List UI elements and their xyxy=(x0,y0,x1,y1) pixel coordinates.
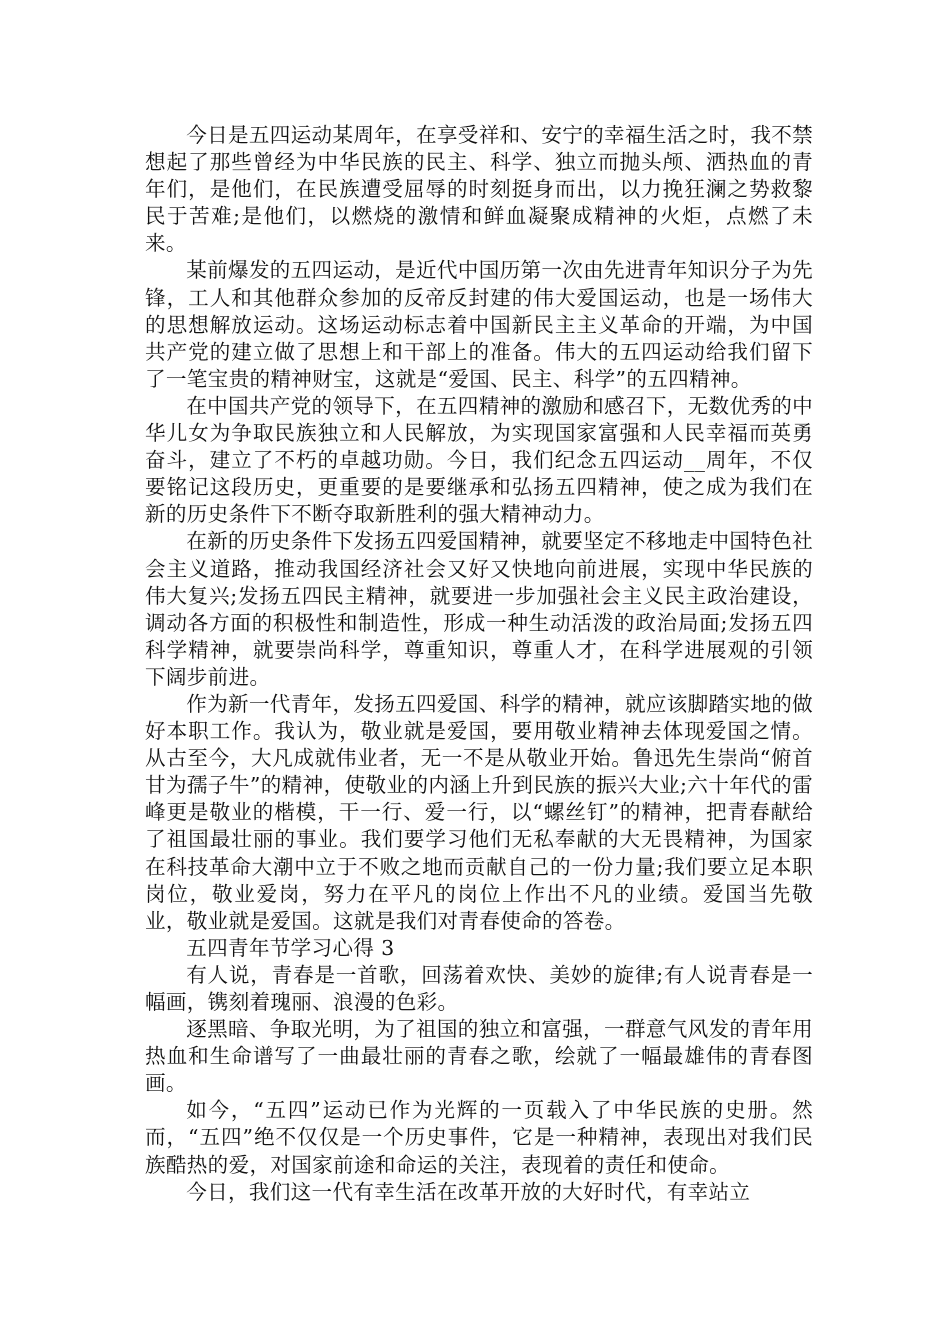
paragraph: 某前爆发的五四运动，是近代中国历第一次由先进青年知识分子为先锋，工人和其他群众参加的反帝反封建的伟大爱国运动，也是一场伟大的思想解放运动。这场运动标志着中国新民主主义革命的开端，为中国共产党的建立做了思想上和干部上的准备。伟大的五四运动给我们留下了一笔宝贵的精神财宝，这就是“爱国、民主、科学”的五四精神。 xyxy=(145,258,813,391)
paragraph: 如今，“五四”运动已作为光辉的一页载入了中华民族的史册。然而，“五四”绝不仅仅是一个历史事件，它是一种精神，表现出对我们民族酷热的爱，对国家前途和命运的关注，表现着的责任和使命。 xyxy=(145,1098,813,1177)
document-body xyxy=(145,122,813,1206)
paragraph: 今日，我们这一代有幸生活在改革开放的大好时代，有幸站立 xyxy=(186,1179,751,1204)
paragraph: 在新的历史条件下发扬五四爱国精神，就要坚定不移地走中国特色社会主义道路，推动我国经济社会又好又快地向前进展，实现中华民族的伟大复兴;发扬五四民主精神，就要进一步加强社会主义民主政治建设，调动各方面的积极性和制造性，形成一种生动活泼的政治局面;发扬五四科学精神，就要崇尚科学，尊重知识，尊重人才，在科学进展观的引领下阔步前进。 xyxy=(145,529,813,689)
paragraph: 在中国共产党的领导下，在五四精神的激励和感召下，无数优秀的中华儿女为争取民族独立和人民解放，为实现国家富强和人民幸福而英勇奋斗，建立了不朽的卓越功勋。今日，我们纪念五四运动__周年，不仅要铭记这段历史，更重要的是要继承和弘扬五四精神，使之成为我们在新的历史条件下不断夺取新胜利的强大精神动力。 xyxy=(145,393,813,527)
paragraph: 今日是五四运动某周年，在享受祥和、安宁的幸福生活之时，我不禁想起了那些曾经为中华民族的民主、科学、独立而抛头颅、洒热血的青年们，是他们，在民族遭受屈辱的时刻挺身而出，以力挽狂澜之势救黎民于苦难;是他们，以燃烧的激情和鲜血凝聚成精神的火炬，点燃了未来。 xyxy=(145,123,813,256)
paragraph: 作为新一代青年，发扬五四爱国、科学的精神，就应该脚踏实地的做好本职工作。我认为，敬业就是爱国，要用敬业精神去体现爱国之情。从古至今，大凡成就伟业者，无一不是从敬业开始。鲁迅先生崇尚“俯首甘为孺子牛”的精神，使敬业的内涵上升到民族的振兴大业;六十年代的雷峰更是敬业的楷模，干一行、爱一行，以“螺丝钉”的精神，把青春献给了祖国最壮丽的事业。我们要学习他们无私奉献的大无畏精神，为国家在科技革命大潮中立于不败之地而贡献自己的一份力量;我们要立足本职岗位，敬业爱岗，努力在平凡的岗位上作出不凡的业绩。爱国当先敬业，敬业就是爱国。这就是我们对青春使命的答卷。 xyxy=(145,691,813,933)
paragraph: 有人说，青春是一首歌，回荡着欢快、美妙的旋律;有人说青春是一幅画，镌刻着瑰丽、浪漫的色彩。 xyxy=(145,962,813,1014)
section-heading: 五四青年节学习心得 3 xyxy=(186,935,395,960)
paragraph: 逐黑暗、争取光明，为了祖国的独立和富强，一群意气风发的青年用热血和生命谱写了一曲最壮丽的青春之歌，绘就了一幅最雄伟的青春图画。 xyxy=(145,1017,813,1096)
